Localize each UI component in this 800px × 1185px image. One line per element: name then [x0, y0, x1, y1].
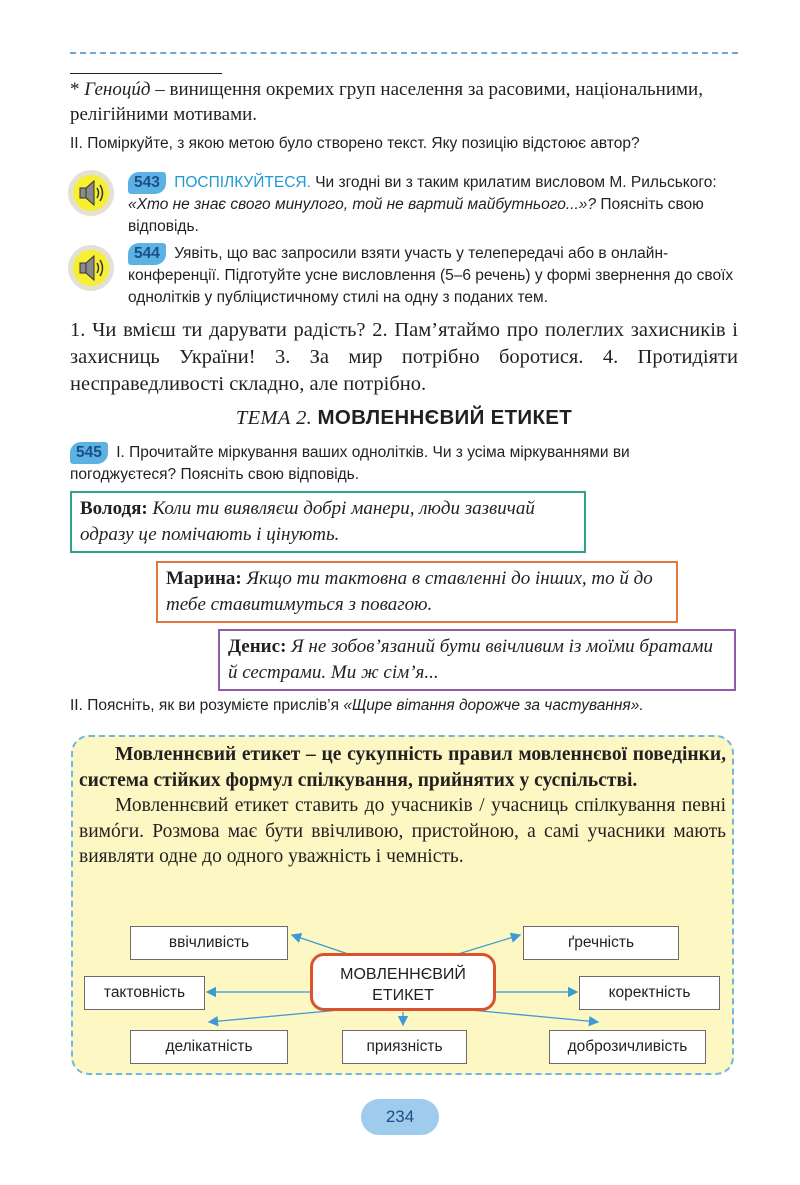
- task-quote: «Хто не знає свого минулого, той не вартий майбутнього...»?: [128, 196, 597, 213]
- theme-name: МОВЛЕННЄВИЙ ЕТИКЕТ: [317, 406, 573, 429]
- task-text: I. Прочитайте міркування ваших однолітків. Чи з усіма міркуваннями ви погоджуєтеся? Поясніть свою відповідь.: [70, 444, 630, 483]
- task-text: Чи згодні ви з таким крилатим висловом М. Рильського:: [315, 174, 717, 191]
- footnote-marker: *: [70, 79, 80, 100]
- node-vvichlyvist: ввічливість: [130, 926, 288, 960]
- opinion-text: Я не зобов’язаний бути ввічливим із моїми братами й сестрами. Ми ж сім’я...: [228, 636, 714, 683]
- node-taktovnist: тактовність: [84, 976, 205, 1010]
- node-dobrozychlyvist: доброзичливість: [549, 1030, 706, 1064]
- page-number: 234: [361, 1099, 439, 1135]
- diagram-center: МОВЛЕННЄВИЙ ЕТИКЕТ: [310, 953, 496, 1011]
- node-korektnist: коректність: [579, 976, 720, 1010]
- node-delikatnist: делікатність: [130, 1030, 288, 1064]
- task-text: II. Поясніть, як ви розумієте прислів’я: [70, 697, 340, 714]
- footnote-definition: – винищення окремих груп населення за расовими, національними, релігійними мотивами.: [70, 79, 703, 125]
- task-text: Уявіть, що вас запросили взяти участь у телепередачі або в онлайн-конференції. Підготуйте усне висловлення (5–6 речень) у формі звернення до своїх однолітків у публіцистичному стилі на одну з поданих тем.: [128, 245, 734, 306]
- question-ii: II. Поміркуйте, з якою метою було створено текст. Яку позицію відстоює автор?: [70, 135, 640, 152]
- definition-paragraph: Мовленнєвий етикет ставить до учасників / учасниць спілкування певні вимóги. Розмова має бути ввічливою, пристойною, а самі учасники мають виявляти одне до одного уважність і чемність.: [79, 795, 726, 867]
- node-pryiaznist: приязність: [342, 1030, 467, 1064]
- opinion-name: Марина:: [166, 568, 242, 589]
- opinion-name: Володя:: [80, 498, 148, 519]
- task-tail: Поясніть свою відповідь.: [128, 196, 704, 235]
- theme-prefix: ТЕМА 2.: [235, 407, 313, 429]
- opinion-text: Якщо ти тактовна в ставленні до інших, то й до тебе ставитимуться з повагою.: [166, 568, 653, 615]
- footnote-term: Геноцúд: [84, 79, 151, 100]
- proverb: «Щире вітання дорожче за частування».: [343, 697, 644, 714]
- task-heading: ПОСПІЛКУЙТЕСЯ.: [174, 174, 311, 191]
- topics-list: 1. Чи вмієш ти дарувати радість? 2. Пам’ятаймо про полеглих захисників і захисниць України! 3. За мир потрібно боротися. 4. Протидіяти несправедливості складно, але потрібно.: [70, 319, 738, 395]
- opinion-name: Денис:: [228, 636, 287, 657]
- definition-bold: Мовленнєвий етикет – це сукупність правил мовленнєвої поведінки, система стійких формул спілкування, прийнятих у суспільстві.: [79, 744, 726, 791]
- node-grechnist: ґречність: [523, 926, 679, 960]
- opinion-text: Коли ти виявляєш добрі манери, люди зазвичай одразу це помічають і цінують.: [80, 498, 535, 545]
- task-number-badge: 544: [128, 243, 166, 265]
- task-number-badge: 543: [128, 172, 166, 194]
- task-number-badge: 545: [70, 442, 108, 464]
